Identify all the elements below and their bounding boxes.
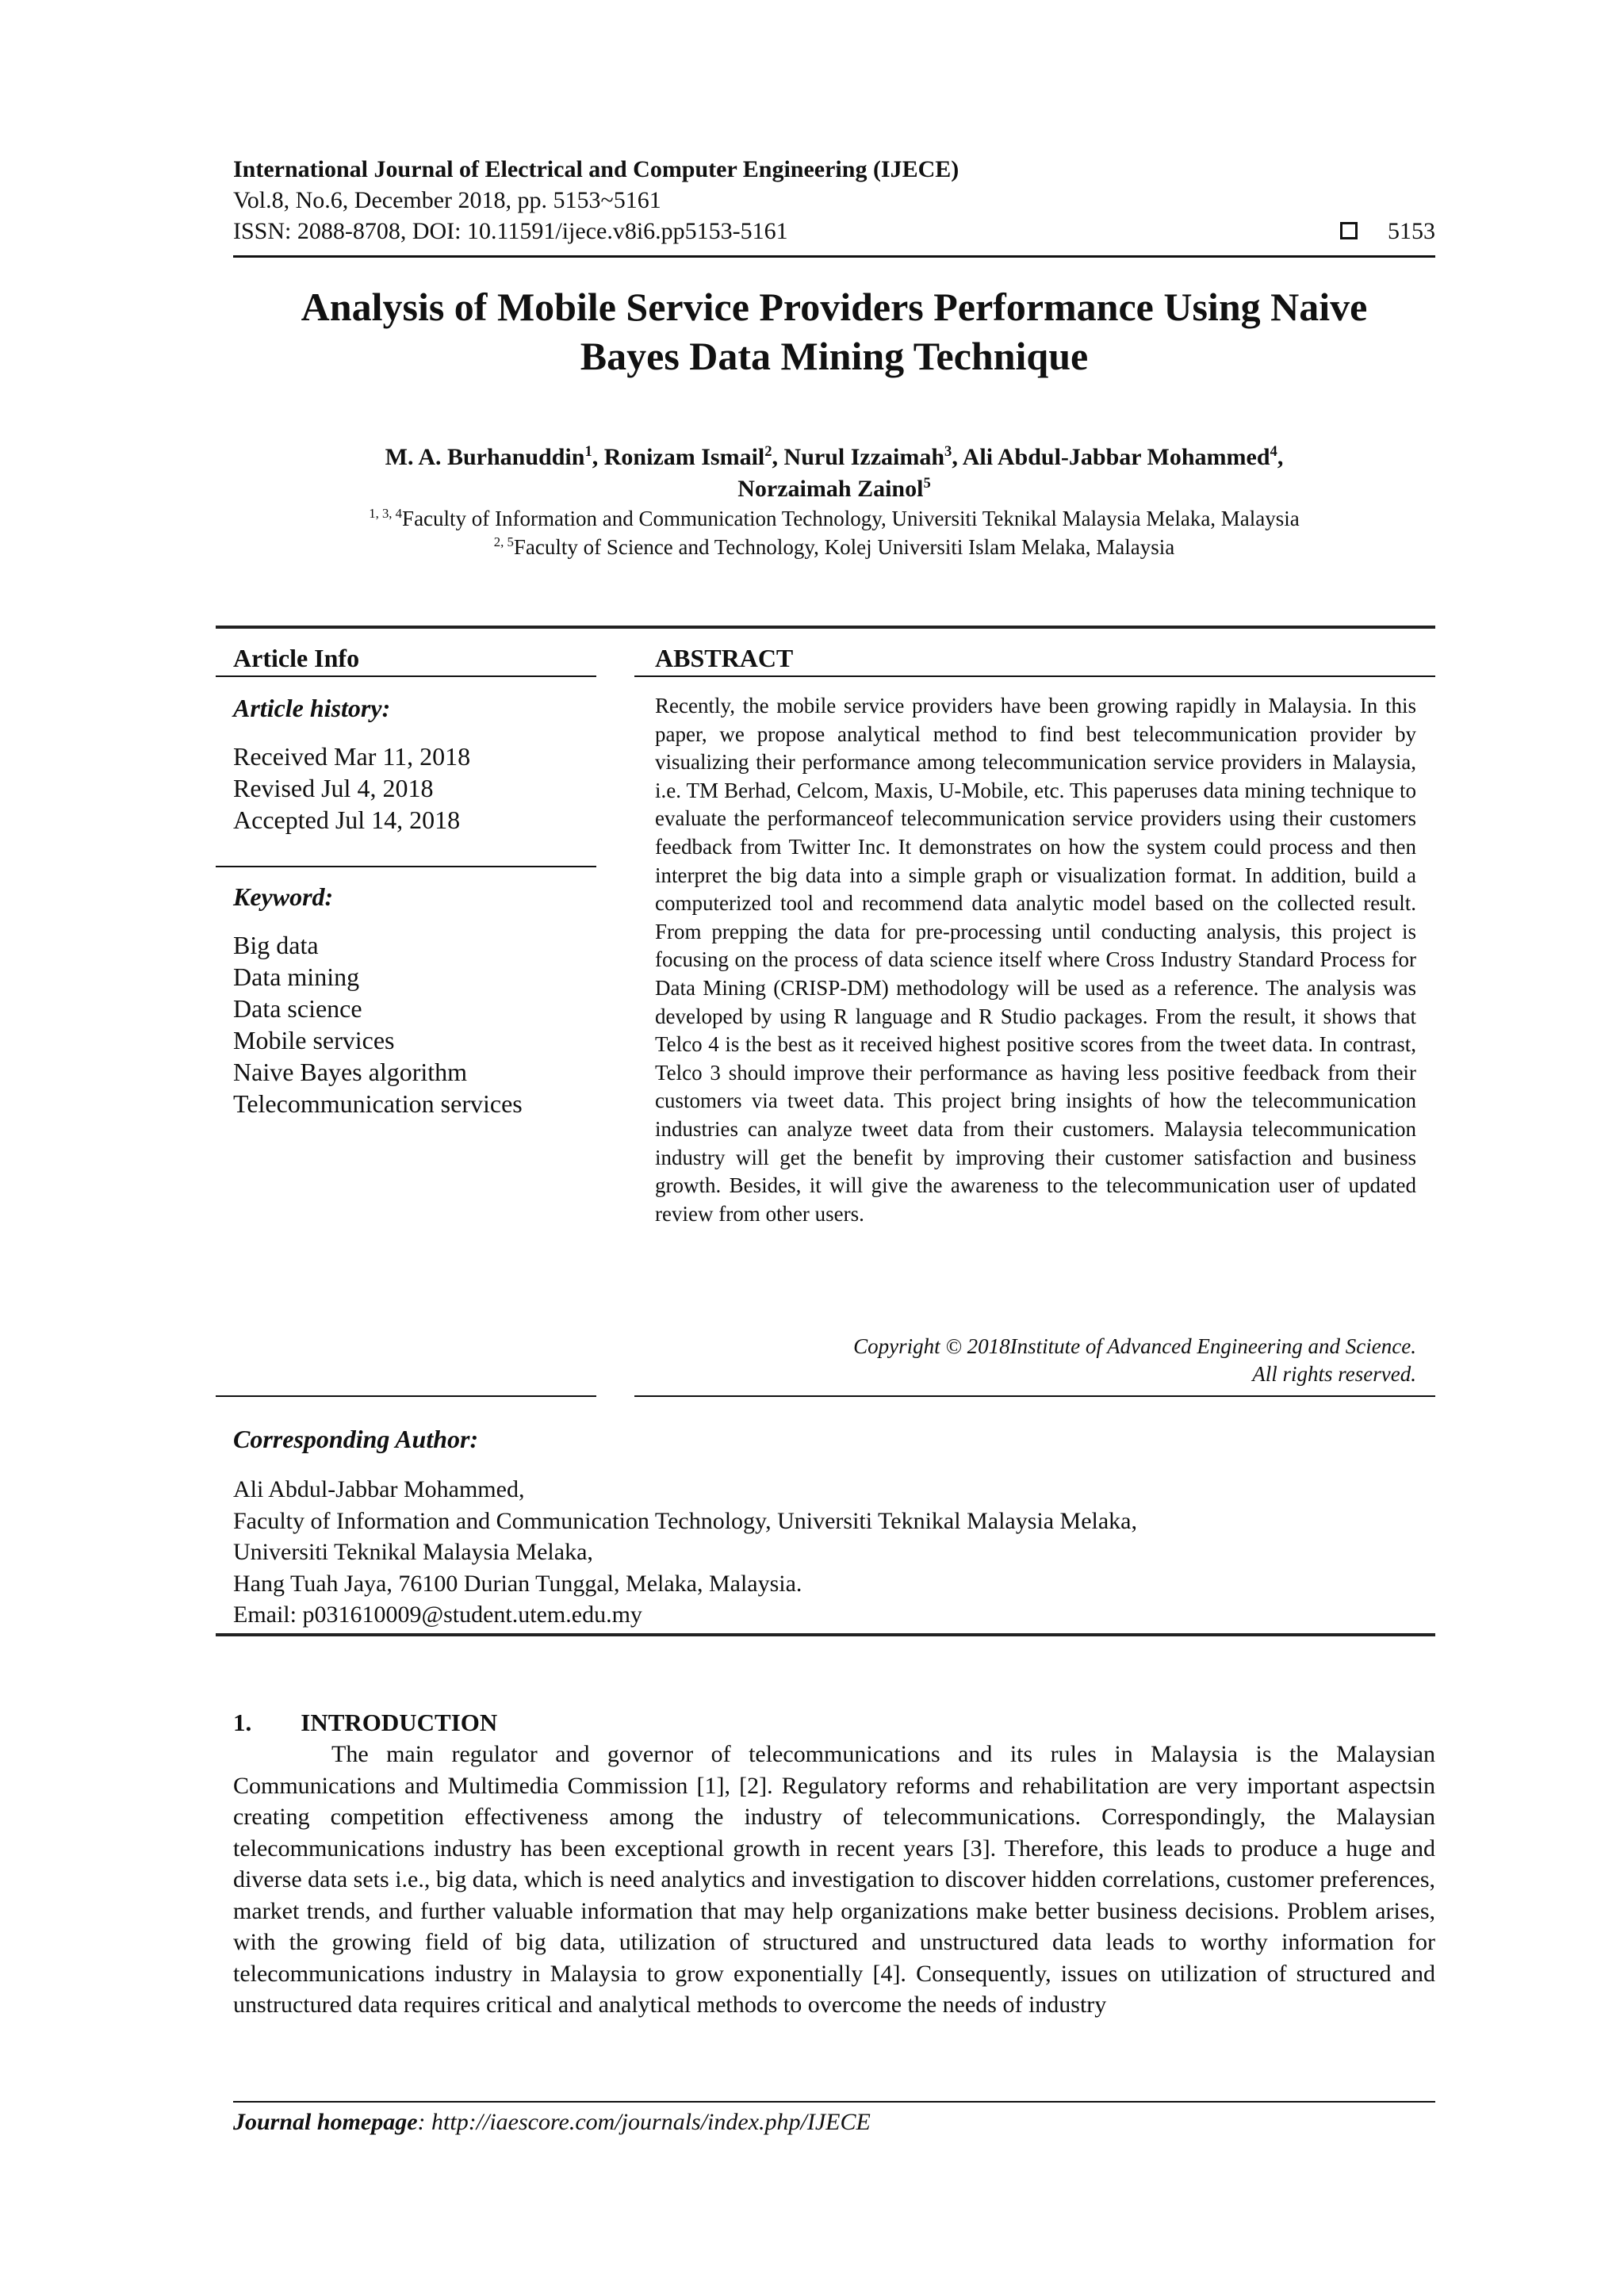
journal-header — [233, 154, 1435, 247]
introduction-paragraph: The main regulator and governor of telecommunications and its rules in Malaysia is the Malaysian Communications and Multimedia Commission [1], [2]. Regulatory reforms and rehabilitation are very important aspectsin creating competition effectiveness among the industry of telecommunications. Correspondingly, the Malaysian telecommunications industry has been exceptional growth in recent years [3]. Therefore, this leads to produce a huge and diverse data sets i.e., big data, which is need analytics and investigation to discover hidden correlations, customer preferences, market trends, and further valuable information that may help organizations make better business decisions. Problem arises, with the growing field of big data, utilization of structured and unstructured data leads to worthy information for telecommunications industry in Malaysia to grow exponentially [4]. Consequently, issues on utilization of structured and unstructured data requires critical and analytical methods to overcome the needs of industry — [233, 1741, 1435, 2018]
journal-name: International Journal of Electrical and Computer Engineering (IJECE) — [233, 156, 959, 182]
corresponding-address: Hang Tuah Jaya, 76100 Durian Tunggal, Melaka, Malaysia. — [233, 1570, 802, 1597]
author-4: Ali Abdul-Jabbar Mohammed — [962, 444, 1270, 470]
keyword-divider-rule — [216, 866, 596, 867]
homepage-label: Journal homepage — [233, 2109, 418, 2135]
abstract-heading: ABSTRACT — [655, 644, 794, 672]
corresponding-heading: Corresponding Author: — [233, 1425, 479, 1453]
title-line-1: Analysis of Mobile Service Providers Performance Using Naive — [301, 285, 1368, 329]
keyword-item: Data science — [233, 994, 362, 1023]
keyword-item: Naive Bayes algorithm — [233, 1058, 468, 1086]
square-icon — [1340, 222, 1358, 239]
article-info-rule — [216, 675, 596, 677]
keyword-item: Data mining — [233, 962, 360, 991]
issn-line: ISSN: 2088-8708, DOI: 10.11591/ijece.v8i6.pp5153-5161 — [233, 218, 788, 244]
introduction-body — [233, 1739, 1435, 2021]
abstract-rule — [634, 675, 1435, 677]
affiliation-1-sup: 1, 3, 4 — [369, 506, 403, 521]
corresponding-rule — [216, 1395, 596, 1397]
header-rule — [233, 255, 1435, 258]
article-info-heading: Article Info — [233, 644, 360, 672]
author-4-sup: 4 — [1270, 443, 1277, 460]
volume-line: Vol.8, No.6, December 2018, pp. 5153~5161 — [233, 187, 661, 213]
author-3: Nurul Izzaimah — [783, 444, 945, 470]
corresponding-details — [233, 1474, 1137, 1631]
info-box-top-rule — [216, 626, 1435, 629]
page-number: 5153 — [1388, 218, 1435, 244]
accepted-date: Accepted Jul 14, 2018 — [233, 806, 461, 834]
corresponding-university: Universiti Teknikal Malaysia Melaka, — [233, 1539, 593, 1565]
abstract-body: Recently, the mobile service providers have been growing rapidly in Malaysia. In this paper, we propose analytical method to find best telecommunication provider by visualizing their performance among telecommunication service providers in Malaysia, i.e. TM Berhad, Celcom, Maxis, U-Mobile, etc. This paperuses data mining technique to evaluate the performanceof telecommunication service providers using their customers feedback from Twitter Inc. It demonstrates on how the system could process and then interpret the big data into a simple graph or visualization format. In addition, build a computerized tool and recommend data analytic model based on the collected result. From prepping the data for pre-processing until conducting analysis, this project is focusing on the process of data science itself where Cross Industry Standard Process for Data Mining (CRISP-DM) methodology will be used as a reference. The analysis was developed by using R language and R Studio packages. From the result, it shows that Telco 4 is the best as it received highest positive scores from the tweet data. In contrast, Telco 3 should improve their performance as having less positive feedback from their customers via tweet data. This project bring insights of how the telecommunication industries can analyze tweet data from their customers. Malaysia telecommunication industry will get the benefit by improving their customer satisfaction and business growth. Besides, it will give the awareness to the telecommunication user of updated review from other users. — [655, 694, 1416, 1226]
received-date: Received Mar 11, 2018 — [233, 742, 471, 771]
copyright-line-2: All rights reserved. — [1252, 1362, 1416, 1386]
section-heading-introduction: 1. INTRODUCTION — [233, 1709, 498, 1736]
author-1-sup: 1 — [584, 443, 592, 460]
info-box-bottom-rule — [216, 1633, 1435, 1636]
issn-row — [233, 216, 1435, 247]
keyword-heading: Keyword: — [233, 882, 334, 911]
affiliation-2 — [198, 533, 1470, 561]
affiliation-2-sup: 2, 5 — [493, 534, 514, 549]
homepage-url[interactable]: : http://iaescore.com/journals/index.php/IJECE — [417, 2109, 871, 2135]
keyword-item: Telecommunication services — [233, 1089, 523, 1118]
keyword-item: Mobile services — [233, 1026, 395, 1054]
author-3-sup: 3 — [944, 443, 952, 460]
author-5-sup: 5 — [923, 475, 931, 492]
affiliation-1-text: Faculty of Information and Communication Technology, Universiti Teknikal Malaysia Melaka, Malaysia — [402, 507, 1300, 530]
author-2-sup: 2 — [764, 443, 772, 460]
keyword-item: Big data — [233, 931, 319, 959]
article-history — [233, 740, 470, 836]
keyword-list — [233, 929, 523, 1119]
journal-homepage — [233, 2109, 871, 2136]
copyright-line-1: Copyright © 2018Institute of Advanced Engineering and Science. — [853, 1334, 1416, 1358]
author-5: Norzaimah Zainol — [737, 476, 924, 502]
revised-date: Revised Jul 4, 2018 — [233, 774, 434, 802]
article-history-heading: Article history: — [233, 694, 391, 722]
corresponding-name: Ali Abdul-Jabbar Mohammed, — [233, 1476, 525, 1502]
footer-rule — [233, 2101, 1435, 2103]
title-line-2: Bayes Data Mining Technique — [580, 334, 1089, 378]
paper-title — [198, 282, 1470, 381]
author-list: M. A. Burhanuddin$^1$, Ronizam Ismail$^2$, Nurul Izzaimah$^3$, Ali Abdul-Jabbar Mohammed$^4$, Norzaimah Zainol$^5$ — [385, 443, 1284, 502]
affiliation-1 — [198, 504, 1470, 533]
corresponding-email: Email: p031610009@student.utem.edu.my — [233, 1601, 642, 1628]
author-2: Ronizam Ismail — [603, 444, 765, 470]
affiliation-2-text: Faculty of Science and Technology, Kolej Universiti Islam Melaka, Malaysia — [513, 535, 1175, 559]
abstract-bottom-rule — [634, 1395, 1435, 1397]
copyright-notice — [655, 1333, 1416, 1388]
corresponding-faculty: Faculty of Information and Communication Technology, Universiti Teknikal Malaysia Melaka, — [233, 1507, 1137, 1534]
author-1: M. A. Burhanuddin — [385, 444, 585, 470]
